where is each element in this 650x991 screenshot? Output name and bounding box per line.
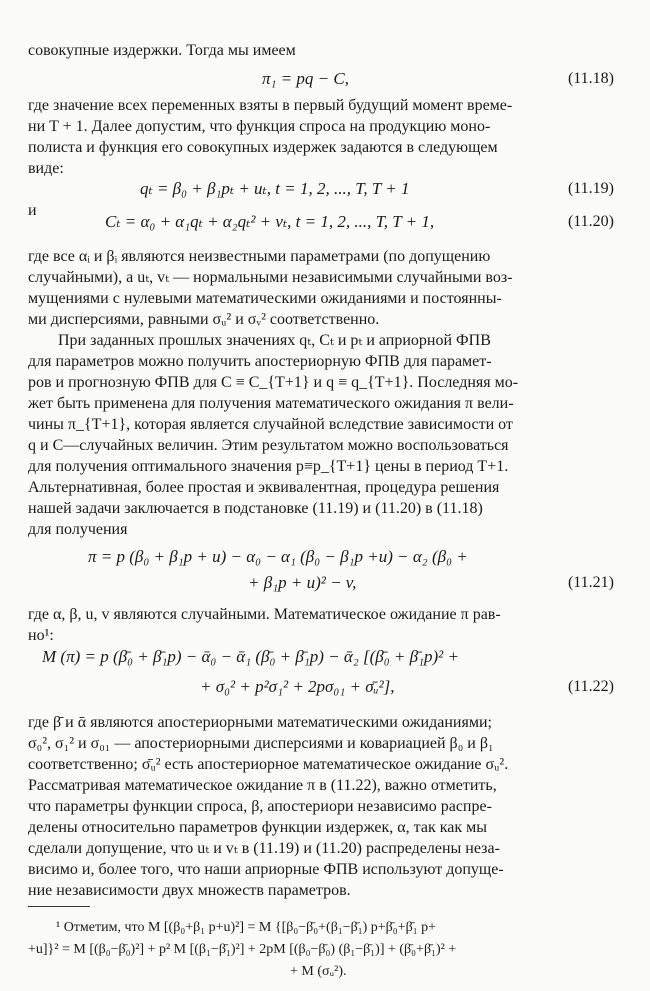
equation-11-22-line2: + σ₀² + p²σ₁² + 2pσ₀₁ + σ̄ᵤ²], bbox=[200, 677, 395, 696]
text-line: но¹: bbox=[28, 627, 54, 644]
equation-11-19: qₜ = β₀ + β₁pₜ + uₜ, t = 1, 2, ..., T, T + 1 bbox=[140, 179, 410, 198]
footnote-line: + M (σᵤ²). bbox=[290, 964, 347, 979]
text-line: совокупные издержки. Тогда мы имеем bbox=[28, 42, 296, 59]
text-line: где β̄ и ᾱ являются апостериорными математическими ожиданиями; bbox=[28, 714, 492, 731]
text-line: для получения оптимального значения p≡p_{T+1} цены в период T+1. bbox=[28, 458, 509, 475]
text-line: Альтернативная, более простая и эквивалентная, процедура решения bbox=[28, 479, 500, 496]
text-line: ние независимости двух множеств параметров. bbox=[28, 882, 351, 899]
text-line: σ₀², σ₁² и σ₀₁ — апостериорными дисперсиями и ковариацией β₀ и β₁ bbox=[28, 735, 494, 752]
text-line: висимо и, более того, что наши априорные ФПВ используют допуще- bbox=[28, 861, 504, 878]
text-line: ров и прогнозную ФПВ для C ≡ C_{T+1} и q ≡ q_{T+1}. Последняя мо- bbox=[28, 374, 519, 391]
text-line: нашей задачи заключается в подстановке (11.19) и (11.20) в (11.18) bbox=[28, 500, 483, 517]
equation-11-18: π₁ = pq − C, bbox=[262, 69, 349, 88]
text-line: случайными), а uₜ, vₜ — нормальными независимыми случайными воз- bbox=[28, 269, 513, 286]
text-line: для получения bbox=[28, 521, 128, 538]
equation-number: (11.22) bbox=[567, 678, 614, 695]
text-line: где все αᵢ и βᵢ являются неизвестными параметрами (по допущению bbox=[28, 248, 491, 265]
text-line: виде: bbox=[28, 160, 64, 177]
equation-11-22-line1: M (π) = p (β̄₀ + β̄₁p) − ᾱ₀ − ᾱ₁ (β̄₀ + β̄₁p) − ᾱ₂ [(β̄₀ + β̄₁p)² + bbox=[42, 647, 459, 666]
equation-11-21-line1: π = p (β₀ + β₁p + u) − α₀ − α₁ (β₀ − β₁p +u) − α₂ (β₀ + bbox=[88, 547, 468, 566]
footnote-line: ¹ Отметим, что M [(β₀+β₁ p+u)²] = M {[β₀−β̄₀+(β₁−β̄₁) p+β̄₀+β̄₁ p+ bbox=[56, 920, 436, 935]
text-line: ни T + 1. Далее допустим, что функция спроса на продукцию моно- bbox=[28, 118, 491, 135]
text-line: для параметров можно получить апостериорную ФПВ для парамет- bbox=[28, 353, 492, 370]
equation-number: (11.19) bbox=[567, 180, 614, 197]
text-line: где α, β, u, v являются случайными. Математическое ожидание π рав- bbox=[28, 606, 501, 623]
text-line: мущениями с нулевыми математическими ожиданиями и постоянны- bbox=[28, 290, 502, 307]
text-line: ми дисперсиями, равными σᵤ² и σᵥ² соответственно. bbox=[28, 311, 380, 328]
text-line: Рассматривая математическое ожидание π в (11.22), важно отметить, bbox=[28, 777, 497, 794]
text-line: что параметры функции спроса, β, апостериори независимо распре- bbox=[28, 798, 492, 815]
text-line: полиста и функция его совокупных издержек задаются в следующем bbox=[28, 139, 498, 156]
text-line: жет быть применена для получения математического ожидания π вели- bbox=[28, 395, 514, 412]
text-line: При заданных прошлых значениях qₜ, Cₜ и pₜ и априорной ФПВ bbox=[58, 332, 491, 349]
text-line: q и C—случайных величин. Этим результатом можно воспользоваться bbox=[28, 437, 509, 454]
footnote-line: +u]}² = M [(β₀−β̄₀)²] + p² M [(β₁−β̄₁)²] + 2pM [(β₀−β̄₀) (β₁−β̄₁)] + (β̄₀+β̄₁)² + bbox=[28, 942, 457, 957]
text-line: где значение всех переменных взяты в первый будущий момент време- bbox=[28, 97, 513, 114]
footnote-rule bbox=[28, 906, 90, 907]
text-line: и bbox=[28, 202, 37, 219]
text-line: соответственно; σ̄ᵤ² есть апостериорное математическое ожидание σᵤ². bbox=[28, 756, 509, 773]
equation-number: (11.18) bbox=[567, 70, 614, 87]
text-line: сделали допущение, что uₜ и vₜ в (11.19) и (11.20) распределены неза- bbox=[28, 840, 500, 857]
equation-11-20: Cₜ = α₀ + α₁qₜ + α₂qₜ² + vₜ, t = 1, 2, ..., T, T + 1, bbox=[105, 212, 435, 231]
equation-number: (11.20) bbox=[567, 213, 614, 230]
equation-number: (11.21) bbox=[567, 574, 614, 591]
text-line: чины π_{T+1}, которая является случайной вследствие зависимости от bbox=[28, 416, 513, 433]
equation-11-21-line2: + β₁p + u)² − v, bbox=[248, 573, 357, 592]
text-line: делены относительно параметров функции издержек, α, так как мы bbox=[28, 819, 487, 836]
